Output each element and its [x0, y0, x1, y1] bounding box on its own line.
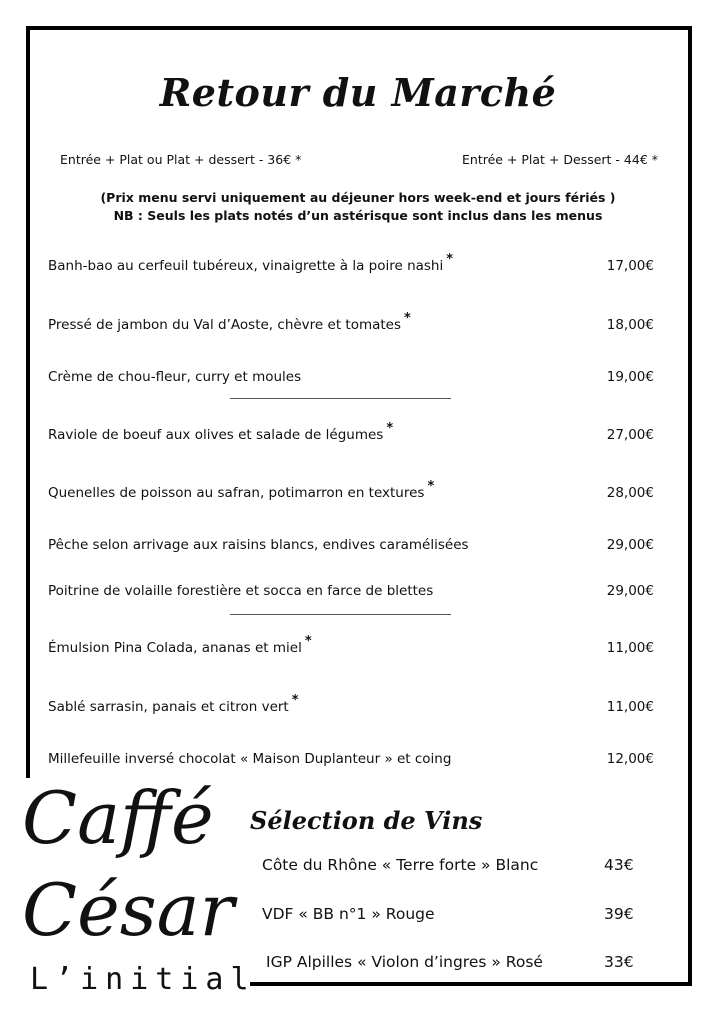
menu-note-1: (Prix menu servi uniquement au déjeuner hors week-end et jours fériés ) — [100, 190, 616, 205]
dish-name: Millefeuille inversé chocolat « Maison Duplanteur » et coing — [48, 751, 452, 767]
dish-price: 19,00€ — [606, 369, 654, 385]
dish-name: Émulsion Pina Colada, ananas et miel * — [48, 634, 312, 656]
menu-title: Retour du Marché — [159, 70, 557, 115]
dish-price: 18,00€ — [606, 317, 654, 333]
asterisk: * — [427, 479, 435, 494]
wine-name: IGP Alpilles « Violon d’ingres » Rosé — [266, 953, 543, 971]
dish-price: 11,00€ — [606, 640, 654, 656]
logo-initial: L’initial — [30, 962, 256, 997]
wine-price: 43€ — [604, 856, 634, 874]
formula-right: Entrée + Plat + Dessert - 44€ * — [462, 152, 658, 167]
logo-caffe: Caffé — [22, 776, 214, 860]
dish-price: 17,00€ — [606, 258, 654, 274]
wine-section-title: Sélection de Vins — [250, 806, 483, 835]
asterisk: * — [386, 421, 394, 436]
asterisk: * — [291, 693, 299, 708]
formula-left: Entrée + Plat ou Plat + dessert - 36€ * — [60, 152, 302, 167]
dish-price: 12,00€ — [606, 751, 654, 767]
menu-note-2: NB : Seuls les plats notés d’un astérisque sont inclus dans les menus — [113, 208, 603, 223]
wine-price: 39€ — [604, 905, 634, 923]
asterisk: * — [404, 311, 411, 326]
asterisk: * — [304, 634, 312, 649]
dish-price: 28,00€ — [606, 485, 654, 501]
dish-name: Poitrine de volaille forestière et socca en farce de blettes — [48, 583, 434, 599]
dish-price: 11,00€ — [606, 699, 654, 715]
dish-name: Banh-bao au cerfeuil tubéreux, vinaigrette à la poire nashi * — [48, 252, 454, 274]
dish-name: Pressé de jambon du Val d’Aoste, chèvre et tomates * — [48, 311, 411, 333]
dish-name: Raviole de boeuf aux olives et salade de légumes * — [48, 421, 394, 443]
dish-name: Crème de chou-fleur, curry et moules — [48, 369, 302, 385]
section-divider — [230, 398, 451, 399]
dish-price: 29,00€ — [606, 583, 654, 599]
asterisk: * — [446, 252, 454, 267]
dish-name: Quenelles de poisson au safran, potimarron en textures * — [48, 479, 435, 501]
dish-name: Pêche selon arrivage aux raisins blancs, endives caramélisées — [48, 537, 469, 553]
wine-name: Côte du Rhône « Terre forte » Blanc — [262, 856, 539, 874]
wine-name: VDF « BB n°1 » Rouge — [262, 905, 435, 923]
section-divider — [230, 614, 451, 615]
wine-price: 33€ — [604, 953, 634, 971]
dish-price: 27,00€ — [606, 427, 654, 443]
logo-cesar: César — [22, 868, 234, 952]
dish-name: Sablé sarrasin, panais et citron vert * — [48, 693, 299, 715]
dish-price: 29,00€ — [606, 537, 654, 553]
